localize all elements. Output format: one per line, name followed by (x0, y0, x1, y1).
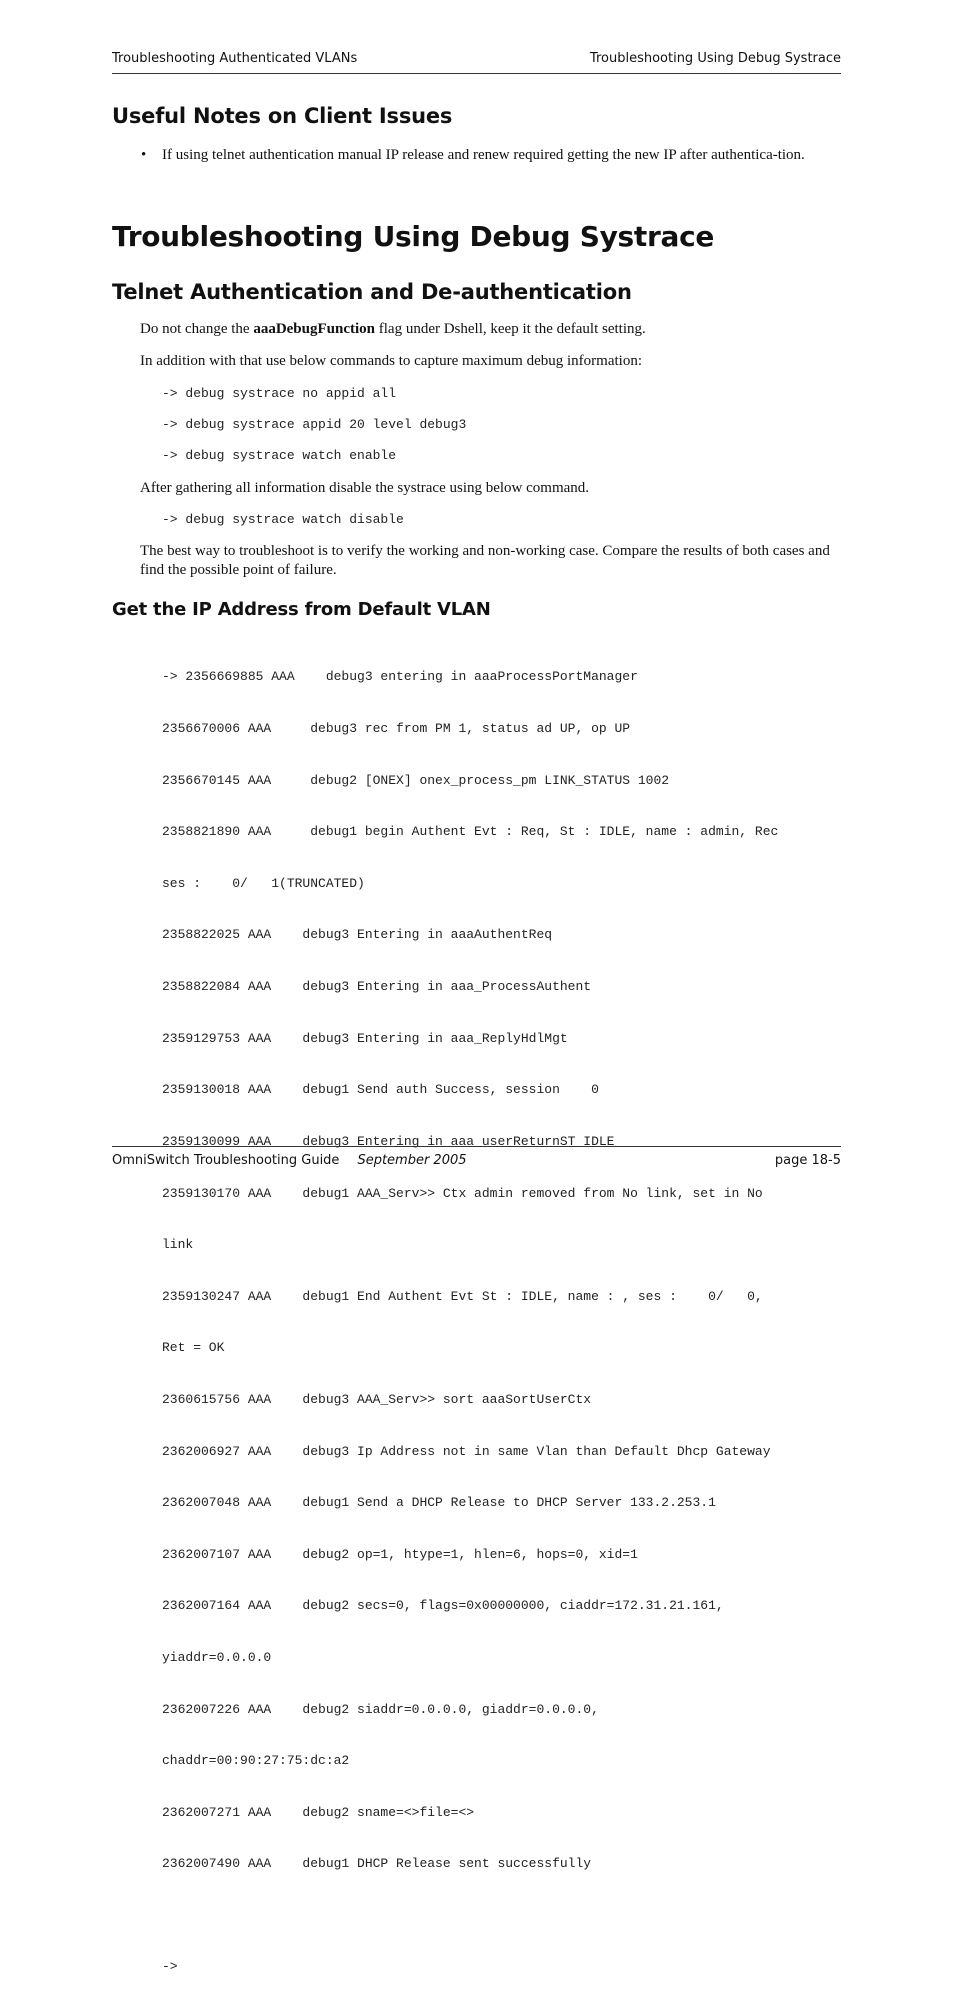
log-line: ses : 0/ 1(TRUNCATED) (162, 875, 365, 891)
log-line: 2359130247 AAA debug1 End Authent Evt St : IDLE, name : , ses : 0/ 0, (162, 1288, 763, 1304)
log-line: 2359130099 AAA debug3 Entering in aaa_userReturnST_IDLE (162, 1133, 615, 1149)
p1-bold: aaaDebugFunction (253, 321, 375, 337)
log-line: 2359130018 AAA debug1 Send auth Success, session 0 (162, 1082, 599, 1098)
log-line: 2356670006 AAA debug3 rec from PM 1, status ad UP, op UP (162, 721, 631, 737)
log-line: chaddr=00:90:27:75:dc:a2 (162, 1753, 350, 1769)
log-line: 2359129753 AAA debug3 Entering in aaa_ReplyHdlMgt (162, 1030, 568, 1046)
log-line: link (162, 1237, 194, 1253)
command-2: -> debug systrace appid 20 level debug3 (162, 417, 467, 432)
log-line: 2362007490 AAA debug1 DHCP Release sent successfully (162, 1856, 592, 1872)
log-line: Ret = OK (162, 1340, 225, 1356)
header-left: Troubleshooting Authenticated VLANs (112, 51, 358, 66)
log-line (162, 1907, 778, 1924)
bullet-item (141, 146, 841, 164)
log-line: 2362007226 AAA debug2 siaddr=0.0.0.0, giaddr=0.0.0.0, (162, 1701, 599, 1717)
running-header (112, 51, 841, 74)
log-line: 2362006927 AAA debug3 Ip Address not in same Vlan than Default Dhcp Gateway (162, 1443, 771, 1459)
paragraph-debug-flag (140, 320, 840, 339)
log-line: -> 2356669885 AAA debug3 entering in aaaProcessPortManager (162, 669, 638, 685)
paragraph-disable: After gathering all information disable the systrace using below command. (140, 480, 590, 496)
log-line: yiaddr=0.0.0.0 (162, 1649, 272, 1665)
log-line: 2360615756 AAA debug3 AAA_Serv>> sort aaaSortUserCtx (162, 1391, 592, 1407)
debug-log (162, 634, 778, 1993)
command-3: -> debug systrace watch enable (162, 448, 397, 463)
log-line: 2358821890 AAA debug1 begin Authent Evt : Req, St : IDLE, name : admin, Rec (162, 824, 779, 840)
log-line: 2358822025 AAA debug3 Entering in aaaAuthentReq (162, 927, 553, 943)
log-line: 2362007271 AAA debug2 sname=<>file=<> (162, 1804, 475, 1820)
footer-date: September 2005 (357, 1153, 467, 1168)
log-line: 2359130170 AAA debug1 AAA_Serv>> Ctx admin removed from No link, set in No (162, 1185, 763, 1201)
section-heading-ip-address: Get the IP Address from Default VLAN (112, 599, 491, 620)
running-footer (112, 1146, 841, 1168)
log-line: 2362007048 AAA debug1 Send a DHCP Release to DHCP Server 133.2.253.1 (162, 1495, 716, 1511)
log-line: 2358822084 AAA debug3 Entering in aaa_ProcessAuthent (162, 979, 592, 995)
p1-post: flag under Dshell, keep it the default setting. (375, 321, 646, 337)
bullet-text: If using telnet authentication manual IP release and renew required getting the new IP after authentica-tion. (162, 147, 805, 163)
section-heading-client-issues: Useful Notes on Client Issues (112, 104, 453, 128)
footer-page-number: page 18-5 (774, 1153, 841, 1168)
log-line: 2362007164 AAA debug2 secs=0, flags=0x00000000, ciaddr=172.31.21.161, (162, 1598, 724, 1614)
command-1: -> debug systrace no appid all (162, 386, 397, 401)
chapter-heading: Troubleshooting Using Debug Systrace (112, 220, 715, 253)
footer-left (112, 1153, 467, 1168)
log-line: -> (162, 1959, 178, 1975)
log-line: 2362007107 AAA debug2 op=1, htype=1, hlen=6, hops=0, xid=1 (162, 1546, 638, 1562)
command-4: -> debug systrace watch disable (162, 512, 404, 527)
log-line: 2356670145 AAA debug2 [ONEX] onex_process_pm LINK_STATUS 1002 (162, 772, 670, 788)
section-heading-telnet: Telnet Authentication and De-authentication (112, 280, 632, 304)
header-right: Troubleshooting Using Debug Systrace (589, 51, 841, 66)
paragraph-best-way: The best way to troubleshoot is to verify the working and non-working case. Compare the results of both cases and find the possible point of failure. (140, 543, 830, 578)
footer-title: OmniSwitch Troubleshooting Guide (112, 1153, 340, 1168)
p1-pre: Do not change the (140, 321, 254, 337)
paragraph-commands-intro: In addition with that use below commands to capture maximum debug information: (140, 353, 642, 369)
bullet-dot: • (141, 147, 147, 163)
